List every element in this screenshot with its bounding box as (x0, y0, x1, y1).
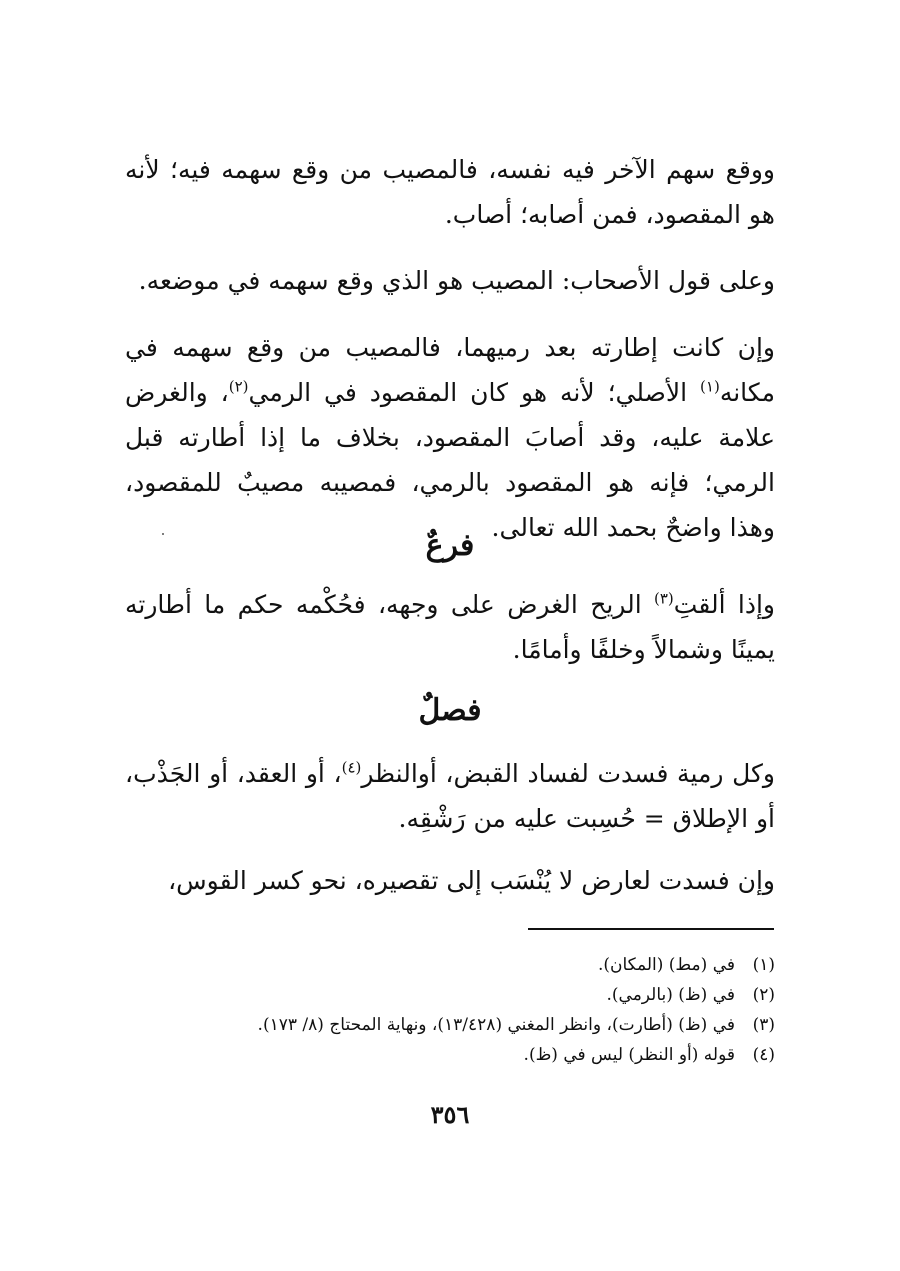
paragraph-2 (125, 258, 775, 303)
footnote-divider (528, 928, 774, 930)
footnotes-section (125, 950, 775, 1070)
paragraph-3-text-b: الأصلي؛ لأنه هو كان المقصود في الرمي (248, 378, 701, 407)
paragraph-2-text: وعلى قول الأصحاب: المصيب هو الذي وقع سهمه في موضعه. (138, 266, 775, 295)
footnote-ref-3: (٣) (654, 589, 674, 608)
paragraph-6 (125, 858, 775, 903)
footnote-number: (٣) (752, 1015, 775, 1035)
footnote-text: في (مط) (المكان). (597, 955, 735, 975)
paragraph-5 (125, 751, 775, 841)
paragraph-5-text-a: وكل رمية فسدت لفساد القبض، أوالنظر (361, 759, 775, 788)
footnote-2 (125, 980, 775, 1010)
paragraph-3 (125, 325, 775, 550)
paragraph-1-text: ووقع سهم الآخر فيه نفسه، فالمصيب من وقع سهمه فيه؛ لأنه هو المقصود، فمن أصابه؛ أصاب. (125, 155, 775, 229)
footnote-text: في (ظ) (أطارت)، وانظر المغني (١٣/٤٢٨)، ونهاية المحتاج (٨/ ١٧٣). (257, 1015, 735, 1035)
footnote-1 (125, 950, 775, 980)
heading-fasl: فصلٌ (418, 693, 482, 728)
heading-far: فرعٌ (425, 528, 475, 563)
footnote-number: (٤) (752, 1045, 775, 1065)
paragraph-5-text-b: ، أو العقد، أو الجَذْب، أو الإطلاق = حُسِبت عليه من رَشْقِه. (125, 759, 775, 833)
footnote-4 (125, 1040, 775, 1070)
paragraph-1 (125, 147, 775, 237)
footnote-ref-1: (١) (700, 377, 720, 396)
paragraph-3-text-c: ، والغرض علامة عليه، وقد أصابَ المقصود، بخلاف ما إذا أطارته قبل الرمي؛ فإنه هو المقصود بالرمي، فمصيبه مصيبٌ للمقصود، وهذا واضحٌ بحمد الله تعالى. (125, 378, 775, 542)
footnote-ref-2: (٢) (228, 377, 249, 396)
footnote-number: (١) (752, 955, 775, 975)
paragraph-4-text-a: وإذا ألقتِ (673, 590, 775, 619)
footnote-text: في (ظ) (بالرمي). (606, 985, 735, 1005)
paragraph-4-text-b: الريح الغرض على وجهه، فحُكْمه حكم ما أطارته يمينًا وشمالاً وخلفًا وأمامًا. (125, 590, 775, 664)
footnote-text: قوله (أو النظر) ليس في (ظ). (523, 1045, 735, 1065)
paragraph-4 (125, 582, 775, 672)
footnote-number: (٢) (752, 985, 775, 1005)
footnote-3 (125, 1010, 775, 1040)
paragraph-6-text: وإن فسدت لعارض لا يُنْسَب إلى تقصيره، نحو كسر القوس، (168, 866, 775, 895)
page-number: ٣٥٦ (430, 1100, 470, 1129)
paragraph-3-text-a: وإن كانت إطارته بعد رميهما، فالمصيب من وقع سهمه في مكانه (125, 333, 775, 407)
footnote-ref-4: (٤) (341, 758, 362, 777)
